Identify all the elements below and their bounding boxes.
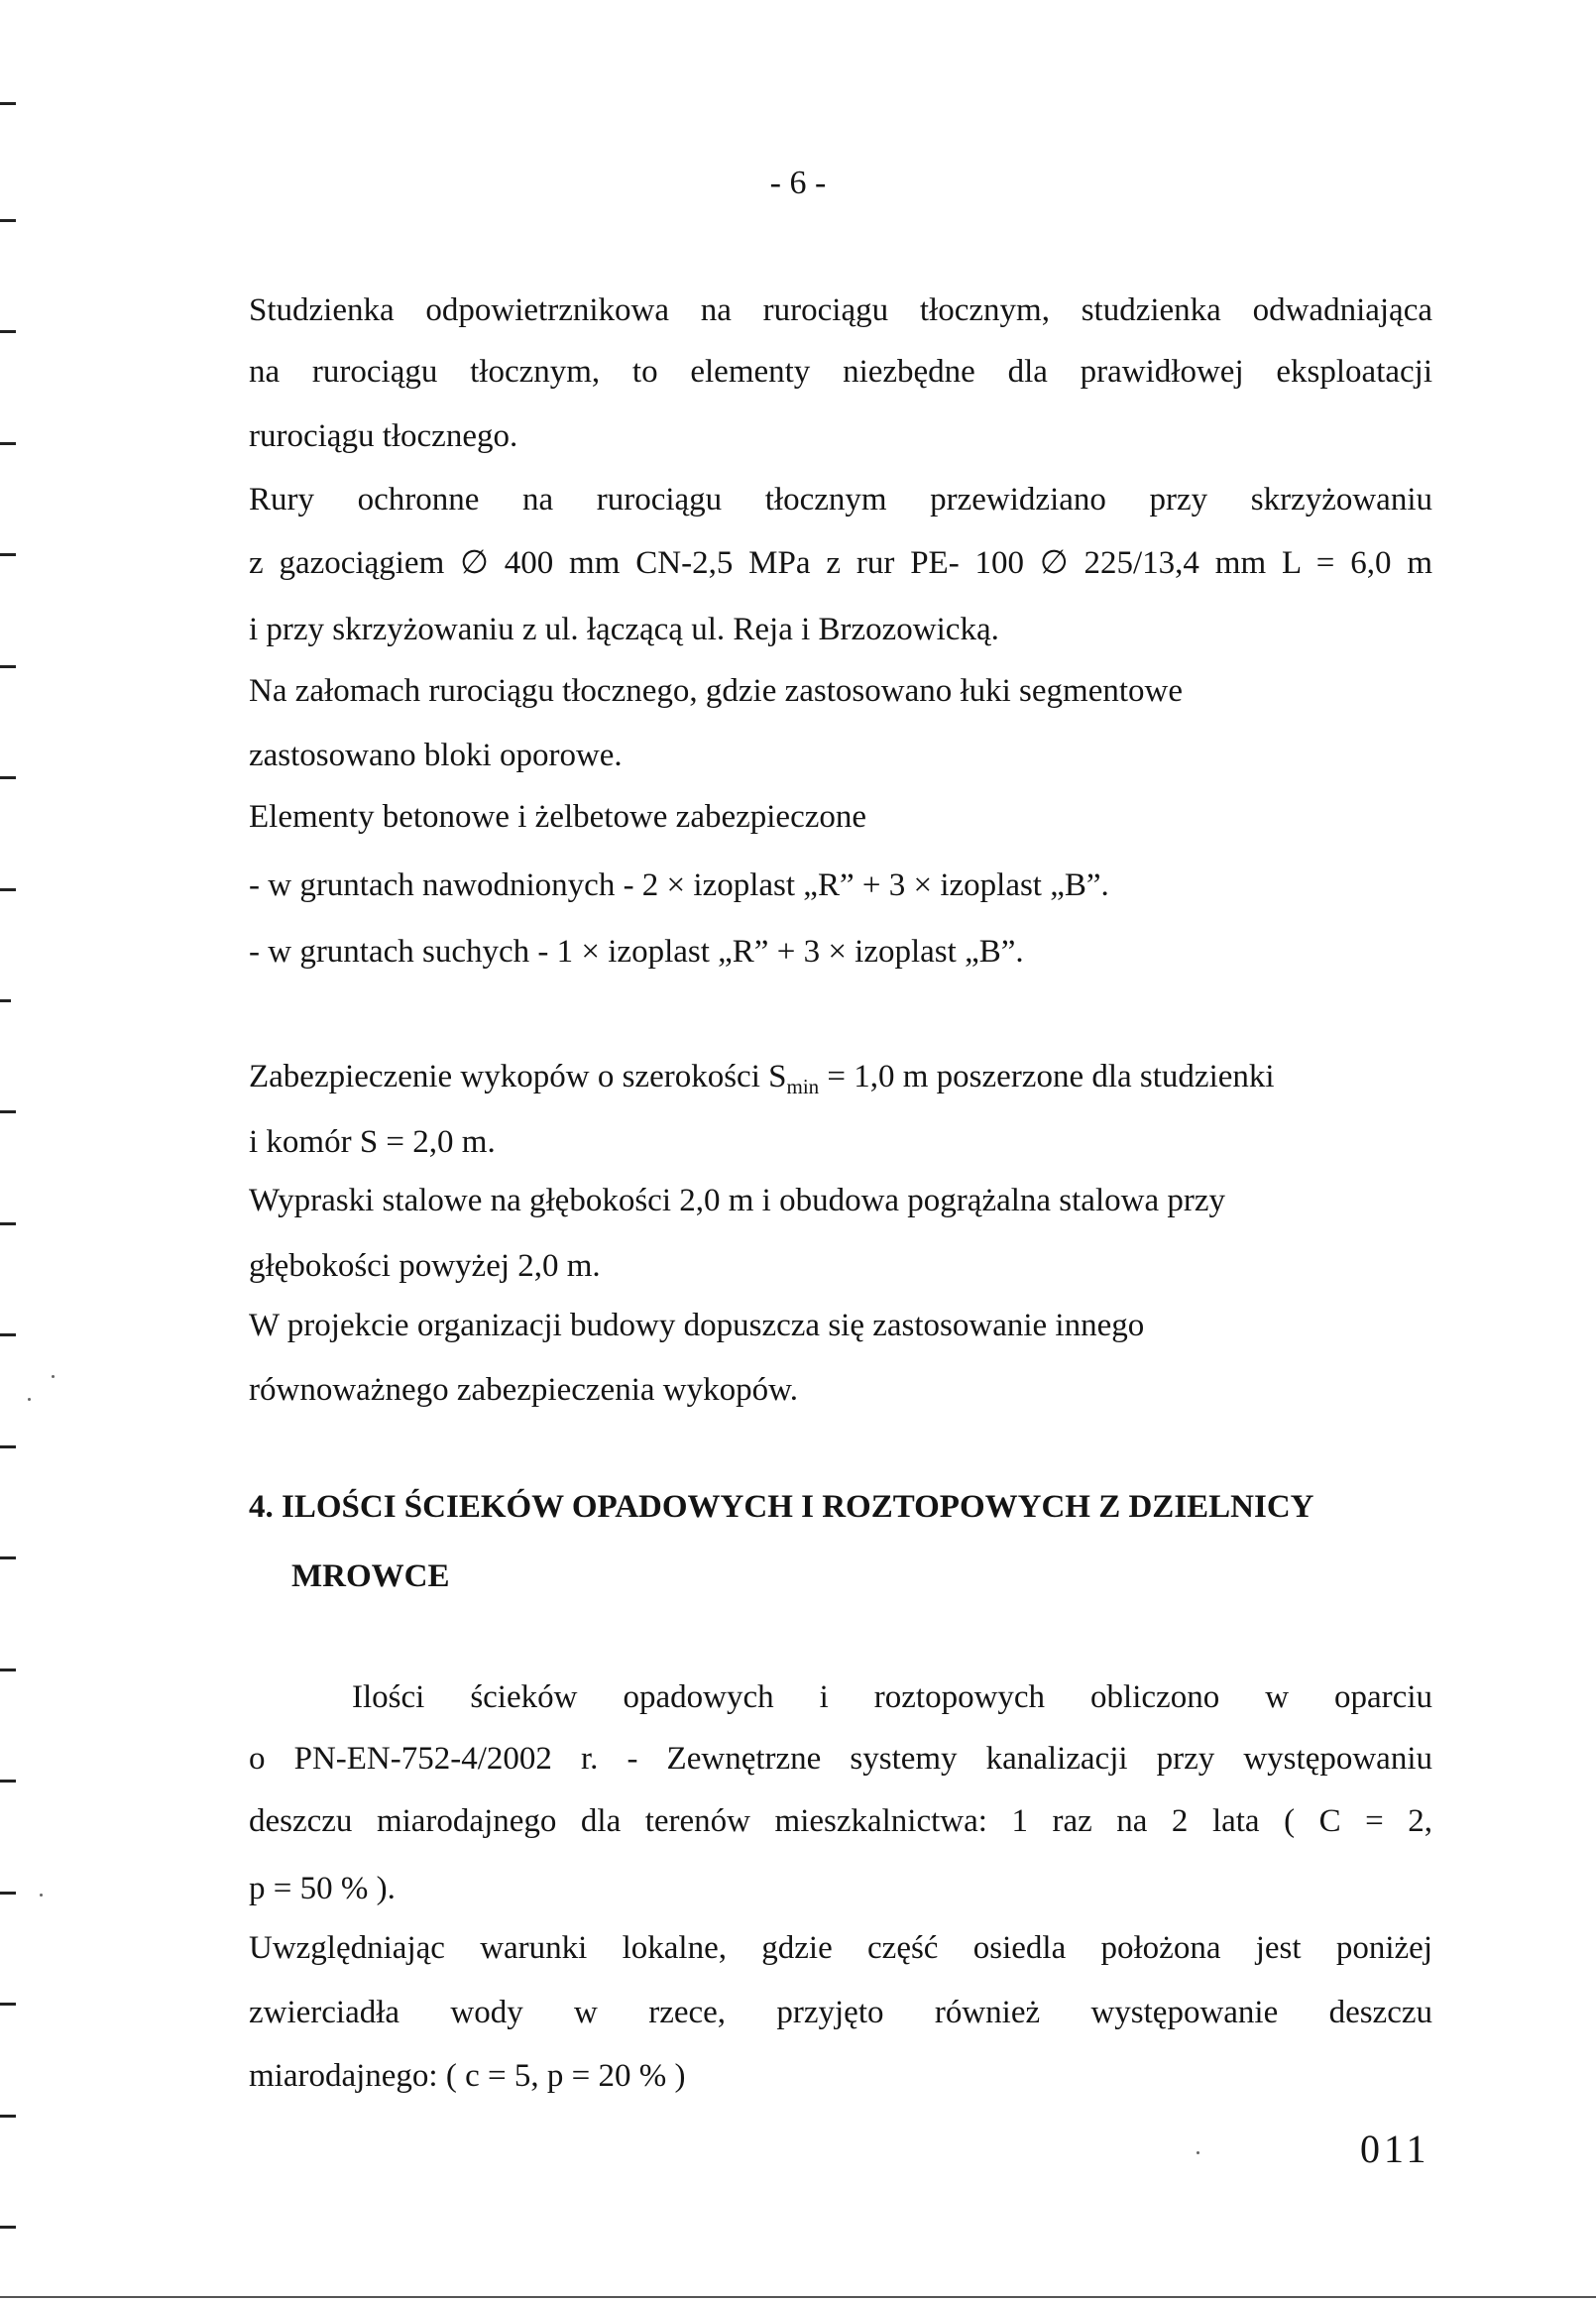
subscript: min	[786, 1075, 820, 1098]
margin-tick	[0, 1110, 16, 1113]
text-span: = 1,0 m poszerzone dla studzienki	[819, 1059, 1275, 1094]
text-line: na rurociągu tłocznym, to elementy niezbędne dla prawidłowej eksploatacji	[249, 354, 1432, 390]
scan-bottom-edge	[0, 2296, 1596, 2298]
text-line: Studzienka odpowietrznikowa na rurociągu tłocznym, studzienka odwadniająca	[249, 292, 1432, 328]
text-line: Elementy betonowe i żelbetowe zabezpieczone	[249, 799, 867, 835]
text-line: równoważnego zabezpieczenia wykopów.	[249, 1372, 799, 1408]
text-line: Na załomach rurociągu tłocznego, gdzie zastosowano łuki segmentowe	[249, 673, 1183, 709]
margin-tick	[0, 330, 16, 333]
margin-tick	[0, 888, 16, 891]
margin-tick	[0, 442, 16, 445]
margin-tick	[0, 1892, 16, 1895]
margin-tick	[0, 102, 16, 105]
scan-speck	[52, 1375, 55, 1378]
margin-tick	[0, 1669, 16, 1671]
margin-tick	[0, 999, 11, 1002]
margin-tick	[0, 776, 16, 779]
section-heading: MROWCE	[291, 1558, 450, 1594]
margin-tick	[0, 2226, 16, 2229]
margin-tick	[0, 665, 16, 668]
text-line: zwierciadła wody w rzece, przyjęto również występowanie deszczu	[249, 1995, 1432, 2030]
list-item: - w gruntach nawodnionych - 2 × izoplast „R” + 3 × izoplast „B”.	[249, 867, 1109, 903]
text-line: zastosowano bloki oporowe.	[249, 738, 623, 773]
text-line: Ilości ścieków opadowych i roztopowych obliczono w oparciu	[352, 1679, 1432, 1715]
sheet-number-stamp: 011	[1360, 2127, 1430, 2171]
text-line: p = 50 % ).	[249, 1871, 396, 1906]
text-line: o PN-EN-752-4/2002 r. - Zewnętrzne systemy kanalizacji przy występowaniu	[249, 1741, 1432, 1777]
text-line: rurociągu tłocznego.	[249, 418, 518, 454]
section-heading: 4. ILOŚCI ŚCIEKÓW OPADOWYCH I ROZTOPOWYCH Z DZIELNICY	[249, 1489, 1314, 1525]
text-line: z gazociągiem ∅ 400 mm CN-2,5 MPa z rur PE- 100 ∅ 225/13,4 mm L = 6,0 m	[249, 545, 1432, 581]
text-line: Rury ochronne na rurociągu tłocznym przewidziano przy skrzyżowaniu	[249, 482, 1432, 518]
margin-tick	[0, 1333, 16, 1336]
text-span: Zabezpieczenie wykopów o szerokości S	[249, 1059, 787, 1094]
margin-tick	[0, 1780, 16, 1783]
list-item: - w gruntach suchych - 1 × izoplast „R” + 3 × izoplast „B”.	[249, 934, 1024, 970]
text-line: miarodajnego: ( c = 5, p = 20 % )	[249, 2058, 686, 2094]
text-line: deszczu miarodajnego dla terenów mieszkalnictwa: 1 raz na 2 lata ( C = 2,	[249, 1803, 1432, 1839]
margin-tick	[0, 219, 16, 222]
text-line	[249, 1057, 1275, 1096]
margin-tick	[0, 1556, 16, 1559]
margin-tick	[0, 553, 16, 556]
text-line: i przy skrzyżowaniu z ul. łączącą ul. Reja i Brzozowicką.	[249, 612, 999, 647]
scan-speck	[40, 1894, 43, 1897]
text-line: głębokości powyżej 2,0 m.	[249, 1248, 601, 1284]
scan-speck	[1197, 2151, 1199, 2154]
scan-speck	[28, 1398, 31, 1401]
margin-tick	[0, 2115, 16, 2118]
page-number: - 6 -	[769, 165, 827, 201]
margin-tick	[0, 1445, 16, 1448]
text-line: Uwzględniając warunki lokalne, gdzie część osiedla położona jest poniżej	[249, 1930, 1432, 1966]
margin-tick	[0, 2003, 16, 2006]
text-line: i komór S = 2,0 m.	[249, 1124, 496, 1160]
text-line: Wypraski stalowe na głębokości 2,0 m i obudowa pogrążalna stalowa przy	[249, 1183, 1225, 1218]
text-line: W projekcie organizacji budowy dopuszcza się zastosowanie innego	[249, 1308, 1145, 1343]
margin-tick	[0, 1222, 16, 1225]
